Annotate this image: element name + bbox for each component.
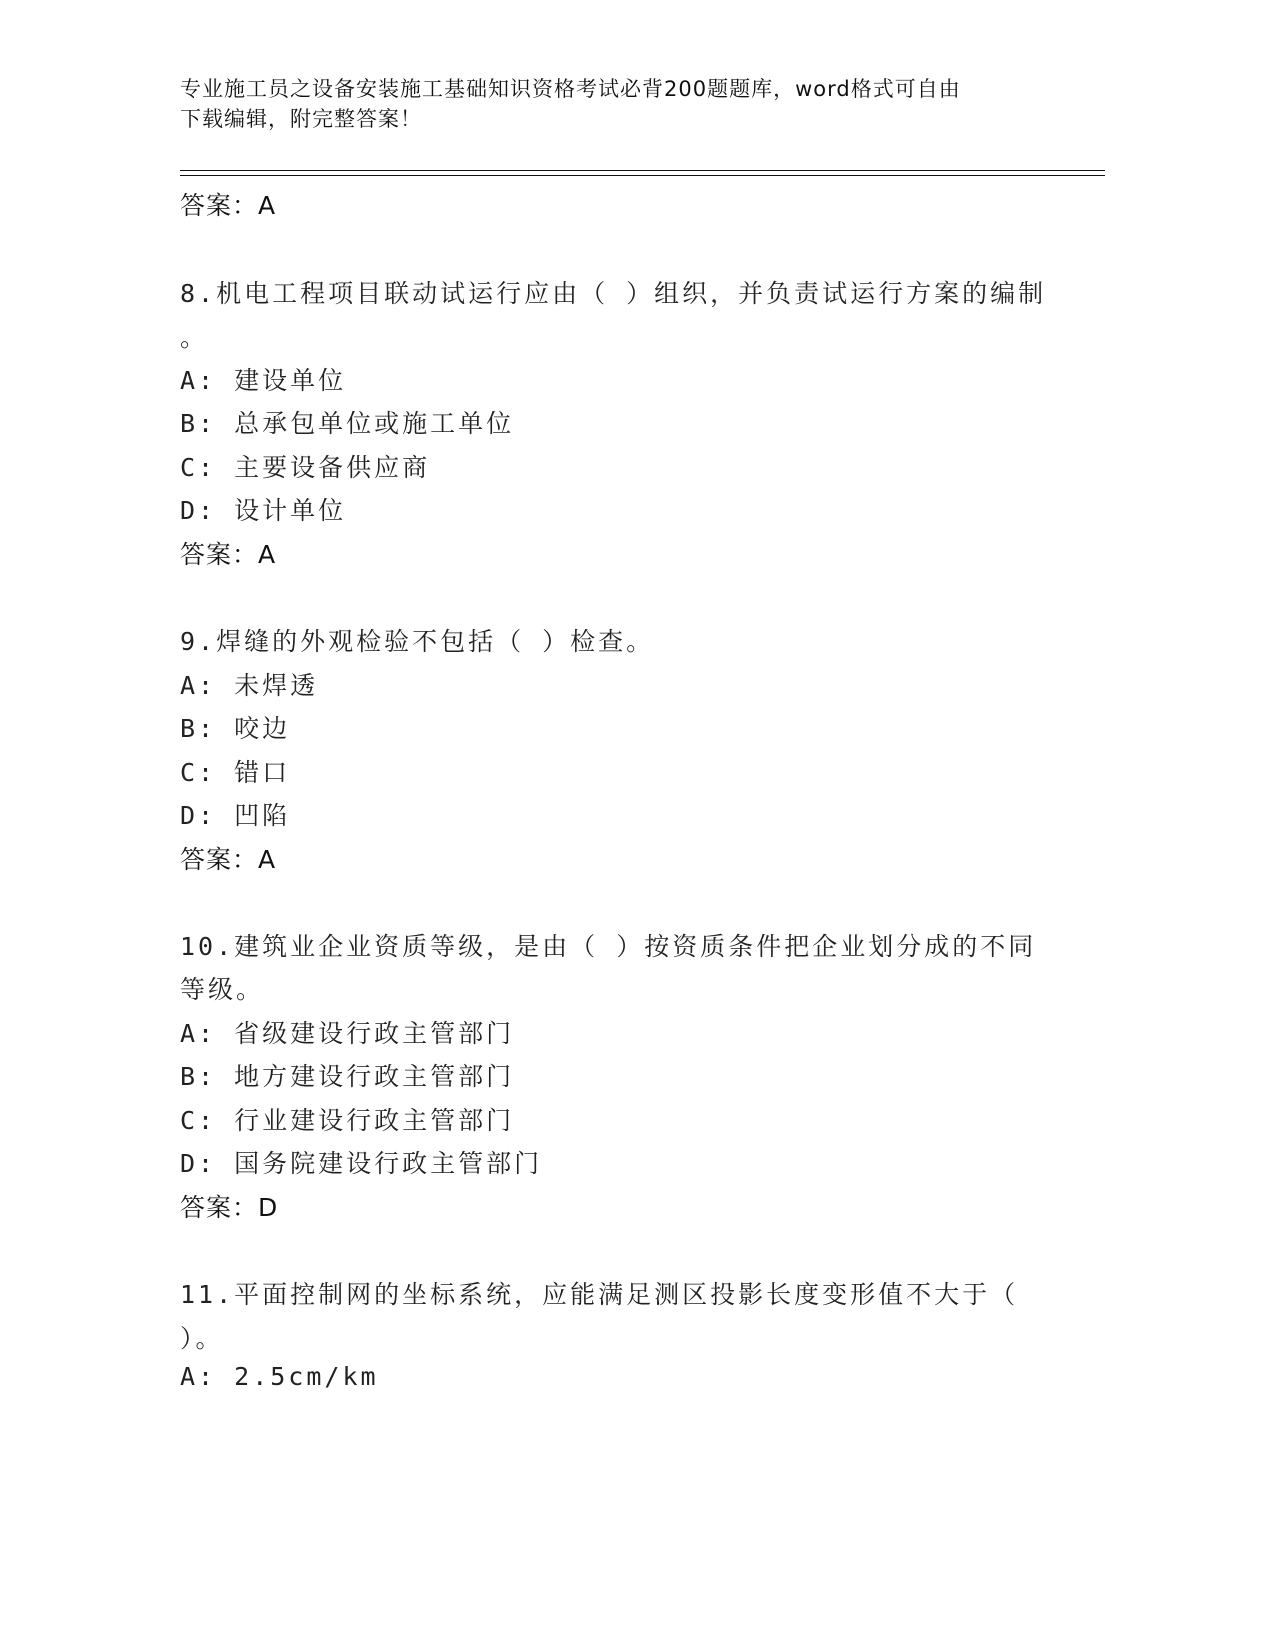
q10-option-d: D: 国务院建设行政主管部门: [180, 1149, 543, 1178]
q10-option-c: C: 行业建设行政主管部门: [180, 1106, 515, 1135]
q9-option-c: C: 错口: [180, 758, 291, 787]
q8-option-c: C: 主要设备供应商: [180, 453, 431, 482]
q8-stem-line-1: 8.机电工程项目联动试运行应由（ ）组织，并负责试运行方案的编制: [180, 279, 1047, 308]
q10-stem-line-2: 等级。: [180, 975, 265, 1004]
q9-option-b: B: 咬边: [180, 714, 291, 743]
header-divider-top: [180, 170, 1105, 171]
header-line-2: 下载编辑，附完整答案！: [180, 107, 422, 131]
q9-stem-line-1: 9.焊缝的外观检验不包括（ ）检查。: [180, 627, 655, 656]
header-divider-bottom: [180, 175, 1105, 176]
q11-stem-line-2: ）。: [180, 1324, 224, 1353]
q10-answer: 答案：D: [180, 1193, 279, 1222]
q8-option-a: A: 建设单位: [180, 366, 347, 395]
q11-stem-line-1: 11.平面控制网的坐标系统，应能满足测区投影长度变形值不大于（: [180, 1280, 1019, 1309]
q8-stem-line-2: 。: [180, 323, 209, 352]
q8-answer: 答案：A: [180, 540, 277, 569]
q8-option-d: D: 设计单位: [180, 496, 347, 525]
q10-stem-line-1: 10.建筑业企业资质等级，是由（ ）按资质条件把企业划分成的不同: [180, 932, 1037, 961]
q10-option-a: A: 省级建设行政主管部门: [180, 1019, 515, 1048]
q9-answer: 答案：A: [180, 845, 277, 874]
q9-option-d: D: 凹陷: [180, 801, 291, 830]
q9-option-a: A: 未焊透: [180, 671, 319, 700]
q8-option-b: B: 总承包单位或施工单位: [180, 409, 515, 438]
header-line-1: 专业施工员之设备安装施工基础知识资格考试必背200题题库，word格式可自由: [180, 77, 961, 101]
q10-option-b: B: 地方建设行政主管部门: [180, 1062, 515, 1091]
answer-previous: 答案：A: [180, 191, 277, 220]
document-header: [180, 74, 1080, 134]
q11-option-a: A: 2.5cm/km: [180, 1362, 379, 1391]
